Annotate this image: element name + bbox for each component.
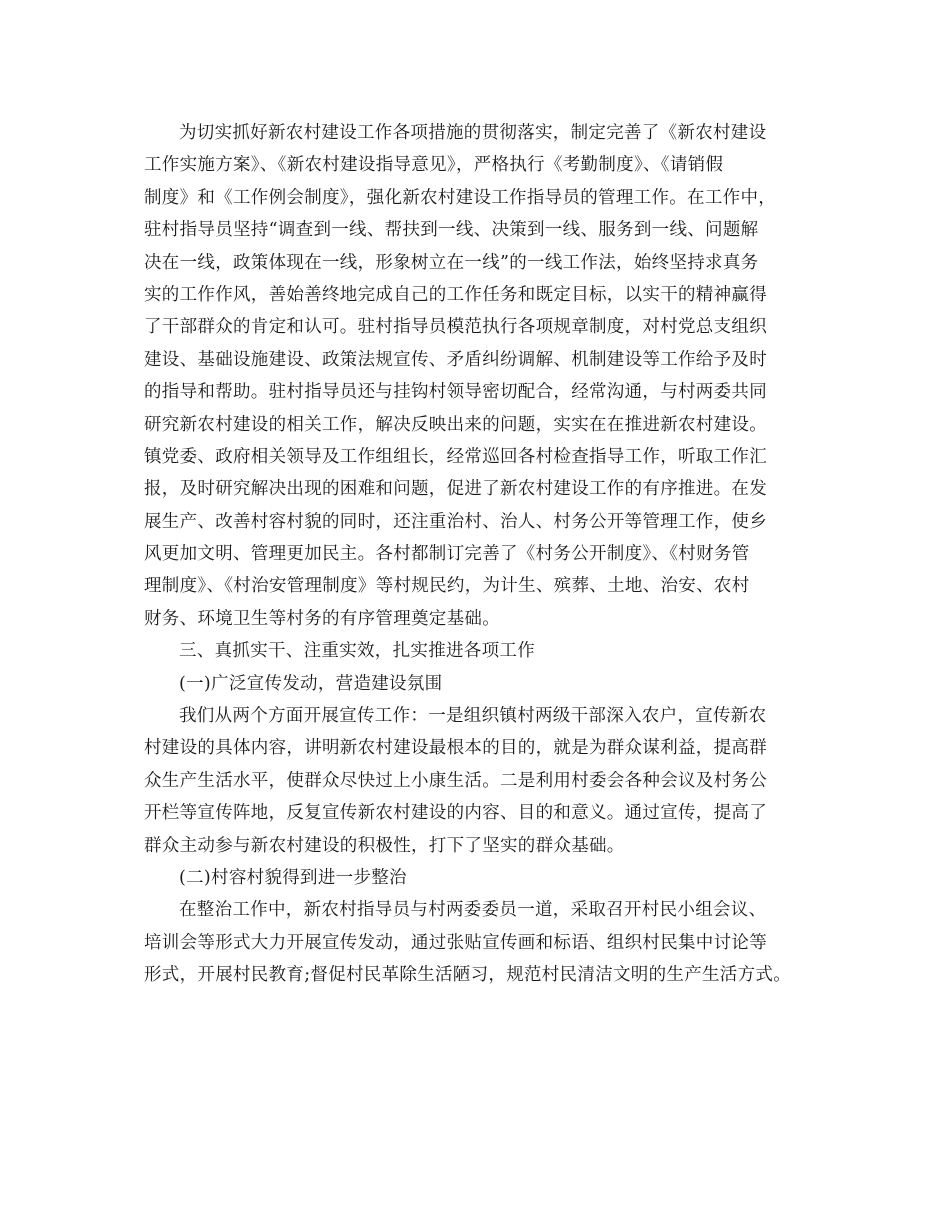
subsection-heading: (一)广泛宣传发动，营造建设氛围 (179, 673, 443, 694)
text-line: 了干部群众的肯定和认可。驻村指导员模范执行各项规章制度，对村党总支组织 (144, 317, 767, 338)
text-line: 众生产生活水平，使群众尽快过上小康生活。二是利用村委会各种会议及村务公 (144, 770, 767, 791)
section-heading: 三、真抓实干、注重实效，扎实推进各项工作 (179, 641, 535, 662)
text-line: 的指导和帮助。驻村指导员还与挂钩村领导密切配合，经常沟通，与村两委共同 (144, 382, 767, 403)
text-line: 形式，开展村民教育;督促村民革除生活陋习，规范村民清洁文明的生产生活方式。 (144, 965, 791, 986)
text-line: 为切实抓好新农村建设工作各项措施的贯彻落实，制定完善了《新农村建设 (179, 123, 767, 143)
text-line: 展生产、改善村容村貌的同时，还注重治村、治人、村务公开等管理工作，使乡 (144, 511, 767, 532)
text-line: 培训会等形式大力开展宣传发动，通过张贴宣传画和标语、组织村民集中讨论等 (144, 932, 767, 953)
text-line: 决在一线，政策体现在一线，形象树立在一线”的一线工作法，始终坚持求真务 (144, 252, 759, 273)
subsection-heading: (二)村容村貌得到进一步整治 (179, 867, 407, 888)
text-line: 在整治工作中，新农村指导员与村两委委员一道，采取召开村民小组会议、 (179, 900, 767, 921)
text-line: 建设、基础设施建设、政策法规宣传、矛盾纠纷调解、机制建设等工作给予及时 (144, 349, 767, 370)
text-line: 报，及时研究解决出现的困难和问题，促进了新农村建设工作的有序推进。在发 (144, 479, 767, 500)
text-line: 我们从两个方面开展宣传工作：一是组织镇村两级干部深入农户，宣传新农 (179, 706, 767, 727)
text-line: 工作实施方案》、《新农村建设指导意见》，严格执行《考勤制度》、《请销假 (144, 155, 724, 176)
text-line: 群众主动参与新农村建设的积极性，打下了坚实的群众基础。 (144, 835, 625, 856)
text-line: 镇党委、政府相关领导及工作组组长，经常巡回各村检查指导工作，听取工作汇 (144, 446, 767, 467)
text-line: 实的工作作风，善始善终地完成自己的工作任务和既定目标，以实干的精神赢得 (144, 284, 767, 305)
text-line: 制度》和《工作例会制度》，强化新农村建设工作指导员的管理工作。在工作中， (144, 187, 777, 208)
text-line: 风更加文明、管理更加民主。各村都制订完善了《村务公开制度》、《村财务管 (144, 544, 750, 565)
text-line: 驻村指导员坚持“调查到一线、帮扶到一线、决策到一线、服务到一线、问题解 (144, 220, 759, 241)
text-line: 开栏等宣传阵地，反复宣传新农村建设的内容、目的和意义。通过宣传，提高了 (144, 803, 767, 824)
document-body (144, 117, 824, 992)
text-line: 财务、环境卫生等村务的有序管理奠定基础。 (144, 608, 500, 629)
text-line: 理制度》、《村治安管理制度》等村规民约，为计生、殡葬、土地、治安、农村 (144, 576, 750, 597)
text-line: 研究新农村建设的相关工作，解决反映出来的问题，实实在在推进新农村建设。 (144, 414, 767, 435)
text-line: 村建设的具体内容，讲明新农村建设最根本的目的，就是为群众谋利益，提高群 (144, 738, 767, 759)
